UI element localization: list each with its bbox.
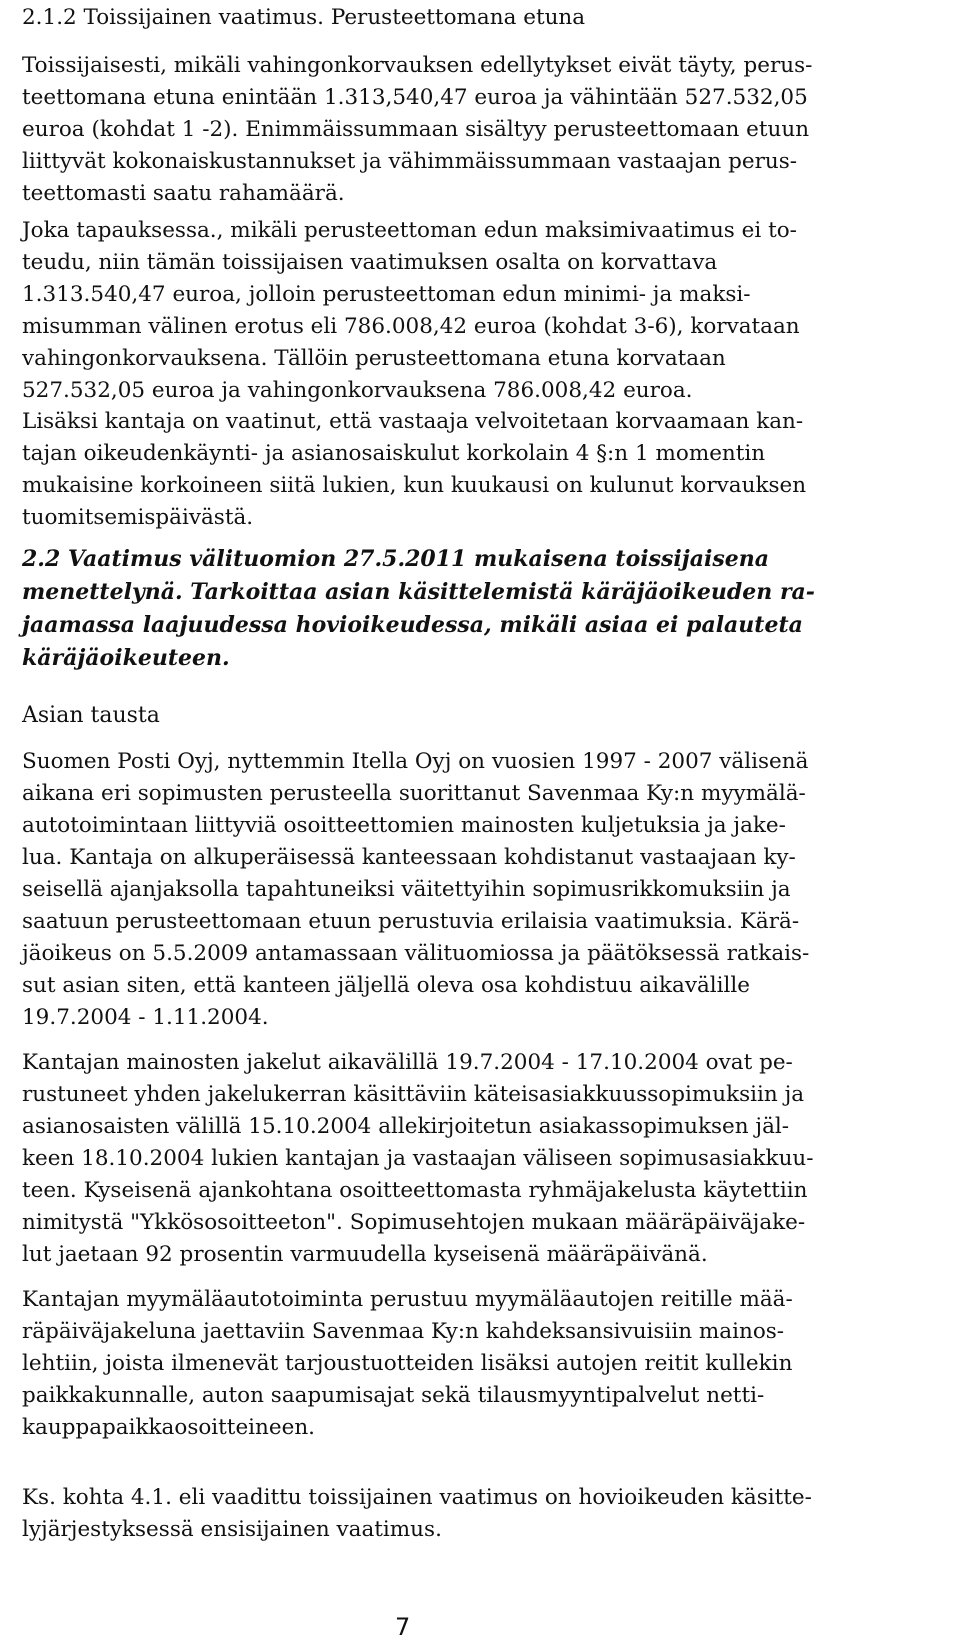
text-line: lyjärjestyksessä ensisijainen vaatimus. — [22, 1517, 442, 1542]
text-line: euroa (kohdat 1 -2). Enimmäissummaan sisältyy perusteettomaan etuun — [22, 117, 810, 142]
text-line: menettelynä. Tarkoittaa asian käsittelemistä käräjäoikeuden ra- — [22, 579, 815, 605]
text-line: lua. Kantaja on alkuperäisessä kanteessaan kohdistanut vastaajaan ky- — [22, 845, 796, 870]
text-line: Lisäksi kantaja on vaatinut, että vastaaja velvoitetaan korvaamaan kan- — [22, 409, 804, 434]
text-line: 2.2 Vaatimus välituomion 27.5.2011 mukaisena toissijaisena — [22, 546, 769, 572]
section-heading-2-1-2: 2.1.2 Toissijainen vaatimus. Perusteettomana etuna — [22, 5, 586, 30]
paragraph-shop-van — [22, 1284, 942, 1444]
paragraph-background — [22, 746, 942, 1034]
text-line: rustuneet yhden jakelukerran käsittäviin käteisasiakkuussopimuksiin ja — [22, 1082, 805, 1107]
page-number: 7 — [395, 1613, 411, 1641]
text-line: teettomana etuna enintään 1.313,540,47 euroa ja vähintään 527.532,05 — [22, 85, 808, 110]
text-line: teudu, niin tämän toissijaisen vaatimuksen osalta on korvattava — [22, 250, 718, 275]
text-line: teen. Kyseisenä ajankohtana osoitteettomasta ryhmäjakelusta käytettiin — [22, 1178, 808, 1203]
text-line: tajan oikeudenkäynti- ja asianosaiskulut korkolain 4 §:n 1 momentin — [22, 441, 766, 466]
paragraph-in-any-case — [22, 215, 942, 407]
text-line: 527.532,05 euroa ja vahingonkorvauksena 786.008,42 euroa. — [22, 378, 693, 403]
text-line: misumman välinen erotus eli 786.008,42 euroa (kohdat 3-6), korvataan — [22, 314, 800, 339]
text-line: tuomitsemispäivästä. — [22, 505, 254, 530]
section-heading-background: Asian tausta — [22, 703, 160, 728]
text-line: aikana eri sopimusten perusteella suorittanut Savenmaa Ky:n myymälä- — [22, 781, 806, 806]
text-line: saatuun perusteettomaan etuun perustuvia erilaisia vaatimuksia. Kärä- — [22, 909, 800, 934]
text-line: kauppapaikkaosoitteineen. — [22, 1415, 316, 1440]
text-line: lut jaetaan 92 prosentin varmuudella kyseisenä määräpäivänä. — [22, 1242, 708, 1267]
text-line: keen 18.10.2004 lukien kantajan ja vastaajan väliseen sopimusasiakkuu- — [22, 1146, 814, 1171]
text-line: Toissijaisesti, mikäli vahingonkorvauksen edellytykset eivät täyty, perus- — [22, 53, 813, 78]
text-line: Ks. kohta 4.1. eli vaadittu toissijainen vaatimus on hovioikeuden käsitte- — [22, 1485, 812, 1510]
text-line: lehtiin, joista ilmenevät tarjoustuotteiden lisäksi autojen reitit kullekin — [22, 1351, 793, 1376]
text-line: vahingonkorvauksena. Tällöin perusteettomana etuna korvataan — [22, 346, 726, 371]
text-line: jaamassa laajuudessa hovioikeudessa, mikäli asiaa ei palauteta — [22, 612, 803, 638]
text-line: mukaisine korkoineen siitä lukien, kun kuukausi on kulunut korvauksen — [22, 473, 807, 498]
text-line: Kantajan myymäläautotoiminta perustuu myymäläautojen reitille mää- — [22, 1287, 793, 1312]
text-line: käräjäoikeuteen. — [22, 645, 230, 671]
text-line: nimitystä "Ykkösosoitteeton". Sopimusehtojen mukaan määräpäiväjake- — [22, 1210, 806, 1235]
text-line: Kantajan mainosten jakelut aikavälillä 19.7.2004 - 17.10.2004 ovat pe- — [22, 1050, 793, 1075]
text-line: 19.7.2004 - 1.11.2004. — [22, 1005, 269, 1030]
text-line: 1.313.540,47 euroa, jolloin perusteettoman edun minimi- ja maksi- — [22, 282, 751, 307]
text-line: räpäiväjakeluna jaettaviin Savenmaa Ky:n kahdeksansivuisiin mainos- — [22, 1319, 785, 1344]
text-line: Suomen Posti Oyj, nyttemmin Itella Oyj on vuosien 1997 - 2007 välisenä — [22, 749, 809, 774]
text-line: asianosaisten välillä 15.10.2004 allekirjoitetun asiakassopimuksen jäl- — [22, 1114, 790, 1139]
text-line: liittyvät kokonaiskustannukset ja vähimmäissummaan vastaajan perus- — [22, 149, 798, 174]
paragraph-reference-note — [22, 1482, 942, 1546]
text-line: paikkakunnalle, auton saapumisajat sekä tilausmyyntipalvelut netti- — [22, 1383, 765, 1408]
text-line: Joka tapauksessa., mikäli perusteettoman edun maksimivaatimus ei to- — [22, 218, 797, 243]
paragraph-secondary-claim — [22, 50, 942, 210]
text-line: teettomasti saatu rahamäärä. — [22, 181, 345, 206]
section-heading-2-2 — [22, 543, 942, 675]
paragraph-distribution — [22, 1047, 942, 1271]
text-line: autotoimintaan liittyviä osoitteettomien mainosten kuljetuksia ja jake- — [22, 813, 786, 838]
text-line: sut asian siten, että kanteen jäljellä oleva osa kohdistuu aikavälille — [22, 973, 751, 998]
text-line: seisellä ajanjaksolla tapahtuneiksi väitettyihin sopimusrikkomuksiin ja — [22, 877, 791, 902]
text-line: jäoikeus on 5.5.2009 antamassaan välituomiossa ja päätöksessä ratkais- — [22, 941, 810, 966]
paragraph-costs-claim — [22, 406, 942, 534]
